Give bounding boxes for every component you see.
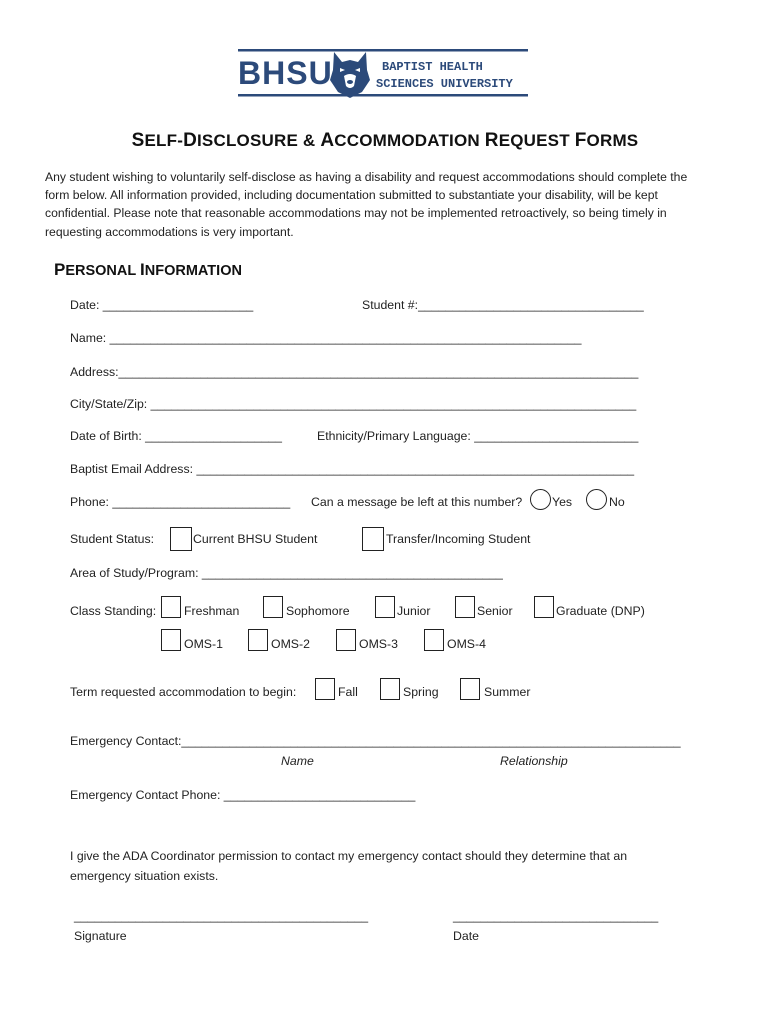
intro-line: Any student wishing to voluntarily self-disclose as having a disability and request accommodations should complete the xyxy=(45,170,688,184)
emergency-contact-phone-field[interactable]: Emergency Contact Phone: ____________________________ xyxy=(70,788,416,802)
baptist-email-field[interactable]: Baptist Email Address: ________________________________________________________________ xyxy=(70,462,635,476)
freshman-label: Freshman xyxy=(184,604,240,618)
permission-line: emergency situation exists. xyxy=(70,869,219,883)
spring-checkbox[interactable] xyxy=(380,678,400,700)
section-heading-personal-info: PERSONAL INFORMATION xyxy=(54,260,242,279)
date-field[interactable]: Date: ______________________ xyxy=(70,298,254,312)
no-label: No xyxy=(609,495,625,509)
junior-checkbox[interactable] xyxy=(375,596,395,618)
date-signature-line[interactable]: ______________________________ xyxy=(453,909,659,923)
phone-field[interactable]: Phone: __________________________ xyxy=(70,495,291,509)
date-of-birth-field[interactable]: Date of Birth: ____________________ xyxy=(70,429,282,443)
ec-relationship-caption: Relationship xyxy=(500,754,568,768)
student-status-label: Student Status: xyxy=(70,532,155,546)
oms3-label: OMS-3 xyxy=(359,637,398,651)
fall-checkbox[interactable] xyxy=(315,678,335,700)
svg-text:BAPTIST HEALTH: BAPTIST HEALTH xyxy=(382,60,483,74)
intro-line: form below. All information provided, including documentation submitted to substantiate your disability, will be kept xyxy=(45,188,658,203)
oms3-checkbox[interactable] xyxy=(336,629,356,651)
junior-label: Junior xyxy=(397,604,431,618)
area-of-study-field[interactable]: Area of Study/Program: ____________________________________________ xyxy=(70,566,503,580)
current-bhsu-checkbox[interactable] xyxy=(170,527,192,551)
bhsu-logo xyxy=(236,46,532,102)
sophomore-label: Sophomore xyxy=(286,604,350,618)
message-question: Can a message be left at this number? xyxy=(311,495,523,509)
oms4-label: OMS-4 xyxy=(447,637,486,651)
city-state-zip-field[interactable]: City/State/Zip: _______________________________________________________________________ xyxy=(70,397,637,411)
yes-radio[interactable] xyxy=(530,489,551,510)
ec-name-caption: Name xyxy=(281,754,314,768)
graduate-checkbox[interactable] xyxy=(534,596,554,618)
bhsu-logo-graphic xyxy=(236,46,532,102)
senior-checkbox[interactable] xyxy=(455,596,475,618)
summer-checkbox[interactable] xyxy=(460,678,480,700)
spring-label: Spring xyxy=(403,685,439,699)
intro-paragraph xyxy=(45,168,725,241)
fall-label: Fall xyxy=(338,685,358,699)
transfer-label: Transfer/Incoming Student xyxy=(386,532,531,546)
date-caption: Date xyxy=(453,929,479,943)
student-number-field[interactable]: Student #:_________________________________ xyxy=(362,298,644,312)
permission-line: I give the ADA Coordinator permission to contact my emergency contact should they determine that an xyxy=(70,849,628,863)
oms1-checkbox[interactable] xyxy=(161,629,181,651)
name-field[interactable]: Name: _____________________________________________________________________ xyxy=(70,331,582,345)
signature-caption: Signature xyxy=(74,929,127,943)
oms1-label: OMS-1 xyxy=(184,637,223,651)
sophomore-checkbox[interactable] xyxy=(263,596,283,618)
term-label: Term requested accommodation to begin: xyxy=(70,685,297,699)
class-standing-label: Class Standing: xyxy=(70,604,157,618)
signature-line[interactable]: ___________________________________________ xyxy=(74,909,369,923)
svg-text:BHSU: BHSU xyxy=(238,55,333,91)
svg-text:SCIENCES UNIVERSITY: SCIENCES UNIVERSITY xyxy=(376,77,513,91)
ethnicity-field[interactable]: Ethnicity/Primary Language: ________________________ xyxy=(317,429,639,443)
transfer-checkbox[interactable] xyxy=(362,527,384,551)
oms2-checkbox[interactable] xyxy=(248,629,268,651)
summer-label: Summer xyxy=(484,685,531,699)
emergency-contact-field[interactable]: Emergency Contact:_________________________________________________________________________ xyxy=(70,734,681,748)
oms4-checkbox[interactable] xyxy=(424,629,444,651)
graduate-label: Graduate (DNP) xyxy=(556,604,645,618)
oms2-label: OMS-2 xyxy=(271,637,310,651)
address-field[interactable]: Address:____________________________________________________________________________ xyxy=(70,365,639,379)
page-title: SELF-DISCLOSURE & ACCOMMODATION REQUEST FORMS xyxy=(131,130,639,151)
dog-mascot-icon xyxy=(330,52,370,98)
senior-label: Senior xyxy=(477,604,513,618)
freshman-checkbox[interactable] xyxy=(161,596,181,618)
intro-line: confidential. Please note that reasonable accommodations may not be implemented retroactively, so being timely in xyxy=(45,206,667,221)
intro-line: requesting accommodations is very important. xyxy=(45,224,294,239)
current-bhsu-label: Current BHSU Student xyxy=(193,532,318,546)
yes-label: Yes xyxy=(552,495,573,509)
no-radio[interactable] xyxy=(586,489,607,510)
